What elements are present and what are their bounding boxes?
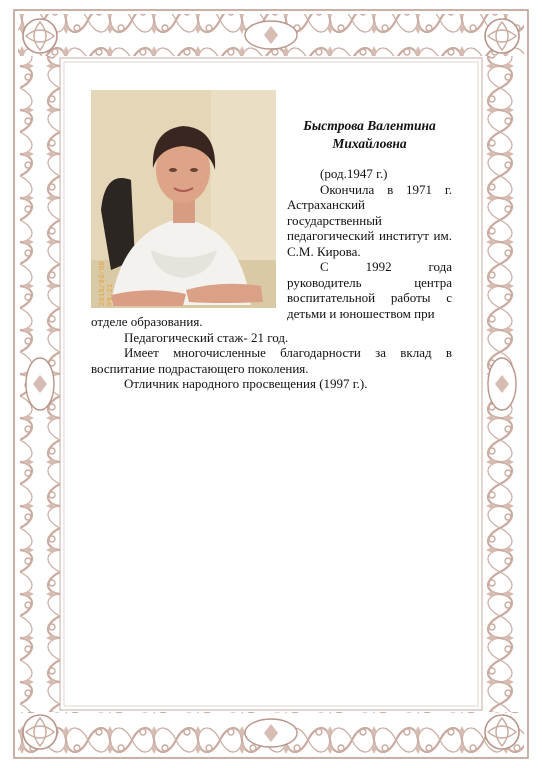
portrait-photo — [91, 90, 276, 308]
awards-paragraph: Имеет многочисленные благодарности за вклад в воспитание подрастающего поколения. — [91, 345, 452, 376]
career-paragraph: С 1992 года руководитель центра воспитательной работы с детьми и юношеством при — [287, 259, 452, 321]
experience-paragraph: Педагогический стаж- 21 год. — [124, 329, 289, 345]
birth-year: (род.1947 г.) — [320, 166, 388, 181]
person-patronymic: Михайловна — [332, 136, 407, 151]
photo-date-stamp: 2015/03/08 09:21 — [99, 260, 115, 306]
person-surname-name: Быстрова Валентина — [303, 118, 436, 133]
biography-column — [287, 166, 452, 321]
honor-paragraph: Отличник народного просвещения (1997 г.). — [124, 376, 368, 391]
education-paragraph: Окончила в 1971 г. Астраханский государственный педагогический институт им. С.М. Кирова. — [287, 181, 452, 259]
biography-continued — [91, 314, 452, 392]
career-paragraph-end: отделе образования. — [91, 314, 203, 329]
person-name-heading — [287, 117, 452, 153]
